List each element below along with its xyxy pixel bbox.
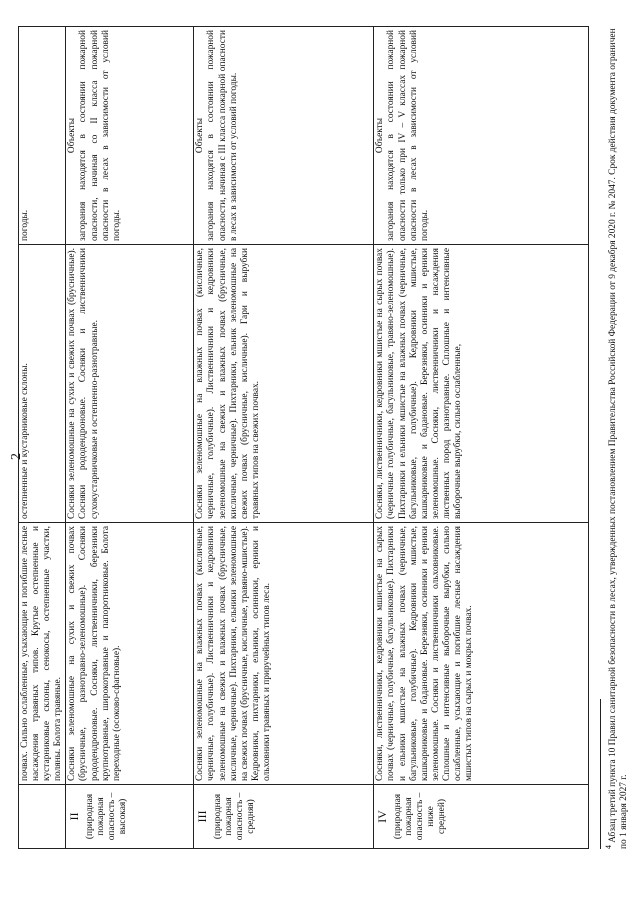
continuation-forest-text-b: остепненные и кустарниковые склоны.: [19, 245, 66, 523]
objects-cell: [194, 27, 374, 245]
forest-class-table: [18, 26, 589, 849]
footnote-text: Абзац третий пункта 10 Правил санитарной безопасности в лесах, утвержденных постановлением Правительства Российской Федерации от 9 декабря 2020 г. № 2047. Срок действия документа ограничен по 1 января 2027 г.: [608, 28, 630, 849]
class-cell: [66, 785, 194, 849]
class-label: (природная пожарная опасность – средняя): [212, 792, 256, 841]
class-number: IV: [375, 810, 390, 823]
forest-text-b: Сосняки, лиственничники, кедровники мшистые на сырых почвах (черничные голубичные, багульниковые, травяно-зеленомошные). Пихтарники и ельники мшистые на влажных почвах (черничные, багульниковые, голубичные). Кедровники мшистые, кашкарниковые и бадановые. Березняки, осинники и ерники зеленомошные. Сосняки, лиственничники и насаждения лиственных пород разнотравные. Сплошные и интенсивные выборочные вырубки, сильно ослабленные,: [374, 245, 589, 523]
table-row-continuation: [19, 27, 66, 849]
objects-text: загорания находятся в состоянии пожарной опасности, начиная со II класса пожарной опасности в лесах в зависимости от условий погоды.: [78, 30, 122, 241]
forest-text: Сосняки зеленомошные на влажных почвах (кисличные, черничные, голубичные). Лиственничники и кедровники зеленомошные на свежих и влажных почвах (брусничные, кисличные, черничные). Пихтарники, ельники зеленомошные на свежих почвах (брусничные, кисличные, травяно-мшистые). Кедровники, пихтарники, ельники, осинники, ерники и ольховники травяных и приручейных типов леса.: [194, 523, 374, 785]
page-number: 2: [9, 453, 24, 460]
class-number: II: [67, 812, 82, 821]
class-cell: [374, 785, 589, 849]
class-label: (природная пожарная опасность – ниже средней): [392, 792, 447, 841]
objects-head: Объекты: [67, 117, 78, 154]
objects-cell: [66, 27, 194, 245]
forest-text: Сосняки зеленомошные на сухих и свежих почвах (брусничные, разнотравно-зеленомошные). Сосняки рододендроновые. Сосняки, лиственничники, березники крупнотравные, широкотравные и папоротниковые. Болота переходные (осоково-сфагновые).: [66, 523, 194, 785]
objects-head: Объекты: [375, 117, 386, 154]
forest-text: Сосняки, лиственничники, кедровники мшистые на сырых почвах (черничные, голубичные, багульниковые). Пихтарники и ельники мшистые на влажных почвах (черничные, багульниковые, голубичные). Кедровники мшистые, кашкарниковые и бадановые. Березняки, осинники и ерники зеленомошные. Сосняки и лиственничники ольховниковые. Сплошные и интенсивные выборочные вырубки, сильно ослабленные, усыхающие и погибшие лесные насаждения мшистых типов на сырых и мокрых почвах.: [374, 523, 589, 785]
class-label: (природная пожарная опасность – высокая): [84, 792, 128, 841]
footnote-rule: [600, 699, 601, 849]
forest-text-b: Сосняки зеленомошные на сухих и свежих почвах (брусничные). Сосняки рододендроновые. Сосняки и лиственничники сухокустарничковые и остепненно-разнотравные.: [66, 245, 194, 523]
continuation-objects-text: погоды.: [19, 27, 66, 245]
objects-head: Объекты: [195, 117, 206, 154]
footnote: [604, 27, 631, 849]
footnote-marker: 4: [604, 845, 613, 849]
table-row-class-4: [374, 27, 589, 849]
objects-text: загорания находятся в состоянии пожарной опасности, начиная с III класса пожарной опасности в лесах в зависимости от условий погоды.: [206, 30, 239, 241]
class-number: III: [195, 810, 210, 823]
objects-text: загорания находятся в состоянии пожарной опасности только при IV – V классах пожарной опасности в лесах в зависимости от условий погоды.: [386, 30, 430, 241]
table-row-class-3: [194, 27, 374, 849]
objects-cell: [374, 27, 589, 245]
class-cell: [194, 785, 374, 849]
forest-text-b: Сосняки зеленомошные на влажных почвах (кисличные, черничные, голубичные). Лиственничники и кедровники зеленомошные на свежих и влажных почвах (брусничные, кисличные, черничные). Пихтарники, ельник зеленомошные на свежих почвах (брусничные, кисличные). Гари и вырубки травяных типов на свежих почвах.: [194, 245, 374, 523]
table-row-class-2: [66, 27, 194, 849]
continuation-forest-text: почвах. Сильно ослабленные, усыхающие и погибшие лесные насаждения травяных типов. Крутые остепненные и кустарниковые склоны, сенокосы, остепненные участки, поляны. Болота травяные.: [19, 523, 66, 785]
